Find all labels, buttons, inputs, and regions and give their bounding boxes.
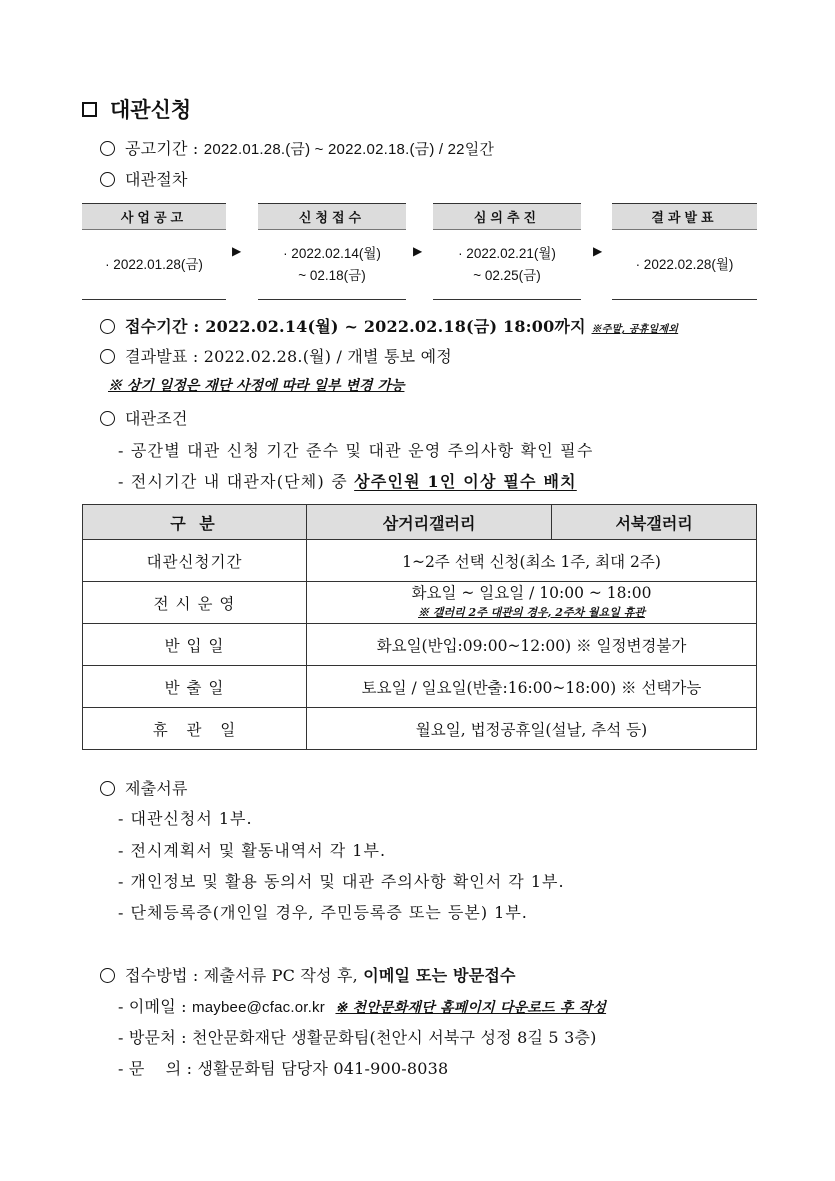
method-email: - 이메일 : maybee@cfac.or.kr ※ 천안문화재단 홈페이지 다운로드 후 작성 <box>118 997 607 1016</box>
document-item: - 단체등록증(개인일 경우, 주민등록증 또는 등본) 1부. <box>118 903 528 922</box>
circle-bullet-icon <box>100 319 115 334</box>
documents-label: 제출서류 <box>125 779 188 798</box>
table-row-value <box>307 582 757 624</box>
table-row-value-text: 화요일 ~ 일요일 / 10:00 ~ 18:00 <box>411 583 652 602</box>
process-step-line: · 2022.02.28(월) <box>635 256 734 272</box>
document-item: - 전시계획서 및 활동내역서 각 1부. <box>118 841 387 860</box>
table-row <box>83 582 757 624</box>
reception-period-value: 2022.02.14(월) ~ 2022.02.18(금) 18:00까지 <box>205 317 586 336</box>
section-title-text: 대관신청 <box>110 97 192 122</box>
table-row <box>83 708 757 750</box>
table-row-label: 전 시 운 영 <box>83 582 307 624</box>
table-header: 구 분 <box>83 505 307 540</box>
procedure-heading <box>100 167 188 190</box>
table-row-value: 토요일 / 일요일(반출:16:00~18:00) ※ 선택가능 <box>307 666 757 708</box>
checkbox-square-icon <box>82 102 97 117</box>
table-row-label: 휴 관 일 <box>83 708 307 750</box>
condition-item: - 공간별 대관 신청 기간 준수 및 대관 운영 주의사항 확인 필수 <box>118 441 594 460</box>
procedure-label: 대관절차 <box>125 170 188 189</box>
result-announce-value: 2022.02.28.(월) / 개별 통보 예정 <box>203 347 452 366</box>
result-announce-label: 결과발표 <box>125 347 188 366</box>
email-label: - 이메일 <box>118 997 176 1016</box>
process-step-body <box>612 230 757 300</box>
document-item: - 대관신청서 1부. <box>118 809 253 828</box>
table-row-label: 반 출 일 <box>83 666 307 708</box>
right-triangle-icon: ▶ <box>413 244 423 258</box>
condition-item-emphasis: 상주인원 1인 이상 필수 배치 <box>354 472 577 491</box>
table-row-label: 대관신청기간 <box>83 540 307 582</box>
process-step-line: · 2022.02.14(월) <box>283 245 381 261</box>
schedule-note: ※ 상기 일정은 재단 사정에 따라 일부 변경 가능 <box>108 378 405 394</box>
visit-label: - 방문처 <box>118 1028 176 1047</box>
right-triangle-icon: ▶ <box>232 244 242 258</box>
right-triangle-icon: ▶ <box>593 244 603 258</box>
method-heading: 접수방법 : 제출서류 PC 작성 후, 이메일 또는 방문접수 <box>100 963 516 986</box>
method-value: 제출서류 PC 작성 후, <box>203 966 364 985</box>
method-visit: - 방문처 : 천안문화재단 생활문화팀(천안시 서북구 성정 8길 5 3층) <box>118 1028 597 1047</box>
table-row-value: 1~2주 선택 신청(최소 1주, 최대 2주) <box>307 540 757 582</box>
table-row-note: ※ 갤러리 2주 대관의 경우, 2주차 월요일 휴관 <box>418 605 645 619</box>
reception-period-label: 접수기간 <box>125 317 188 336</box>
section-title <box>82 94 191 124</box>
circle-bullet-icon <box>100 141 115 156</box>
process-step-body <box>82 230 226 300</box>
notice-period-value: 2022.01.28.(금) ~ 2022.02.18.(금) / 22일간 <box>203 141 495 158</box>
documents-heading <box>100 776 188 799</box>
circle-bullet-icon <box>100 968 115 983</box>
result-announce: 결과발표 : 2022.02.28.(월) / 개별 통보 예정 <box>100 344 452 367</box>
email-address: maybee@cfac.or.kr <box>192 999 325 1016</box>
document-item: - 개인정보 및 활용 동의서 및 대관 주의사항 확인서 각 1부. <box>118 872 565 891</box>
table-header-row <box>83 505 757 540</box>
conditions-label: 대관조건 <box>125 409 188 428</box>
email-note: ※ 천안문화재단 홈페이지 다운로드 후 작성 <box>335 1000 607 1016</box>
table-header: 삼거리갤러리 <box>307 505 552 540</box>
process-step-header: 사업공고 <box>82 203 226 230</box>
reception-period-note: ※주말, 공휴일제외 <box>591 324 679 335</box>
visit-address: 천안문화재단 생활문화팀(천안시 서북구 성정 8길 5 3층) <box>192 1028 597 1047</box>
process-step-line: · 2022.01.28(금) <box>105 256 203 272</box>
method-value-emphasis: 이메일 또는 방문접수 <box>363 966 516 985</box>
process-step-body <box>433 230 581 300</box>
method-contact: - 문 의 : 생활문화팀 담당자 041-900-8038 <box>118 1059 449 1078</box>
condition-item <box>118 469 577 492</box>
circle-bullet-icon <box>100 411 115 426</box>
notice-period: 공고기간 : 2022.01.28.(금) ~ 2022.02.18.(금) / 22일간 <box>100 136 494 159</box>
table-row-value: 화요일(반입:09:00~12:00) ※ 일정변경불가 <box>307 624 757 666</box>
circle-bullet-icon <box>100 781 115 796</box>
table-row <box>83 666 757 708</box>
process-step-body <box>258 230 406 300</box>
process-step-header: 결과발표 <box>612 203 757 230</box>
reception-period: 접수기간 : 2022.02.14(월) ~ 2022.02.18(금) 18:00까지 ※주말, 공휴일제외 <box>100 314 678 337</box>
process-step-line: ~ 02.18(금) <box>298 267 366 283</box>
contact-value: 생활문화팀 담당자 041-900-8038 <box>197 1059 449 1078</box>
process-step-line: · 2022.02.21(월) <box>458 245 556 261</box>
method-label: 접수방법 <box>125 966 188 985</box>
process-step-header: 심의추진 <box>433 203 581 230</box>
circle-bullet-icon <box>100 172 115 187</box>
circle-bullet-icon <box>100 349 115 364</box>
contact-label: - 문 의 <box>118 1059 182 1078</box>
rental-table <box>82 504 757 750</box>
process-step-line: ~ 02.25(금) <box>473 267 541 283</box>
table-row-value: 월요일, 법정공휴일(설날, 추석 등) <box>307 708 757 750</box>
condition-item-text: - 전시기간 내 대관자(단체) 중 <box>118 472 355 491</box>
table-row <box>83 624 757 666</box>
notice-period-label: 공고기간 <box>125 139 188 158</box>
table-row-label: 반 입 일 <box>83 624 307 666</box>
process-step-header: 신청접수 <box>258 203 406 230</box>
table-row <box>83 540 757 582</box>
table-header: 서북갤러리 <box>552 505 757 540</box>
conditions-heading <box>100 406 188 429</box>
